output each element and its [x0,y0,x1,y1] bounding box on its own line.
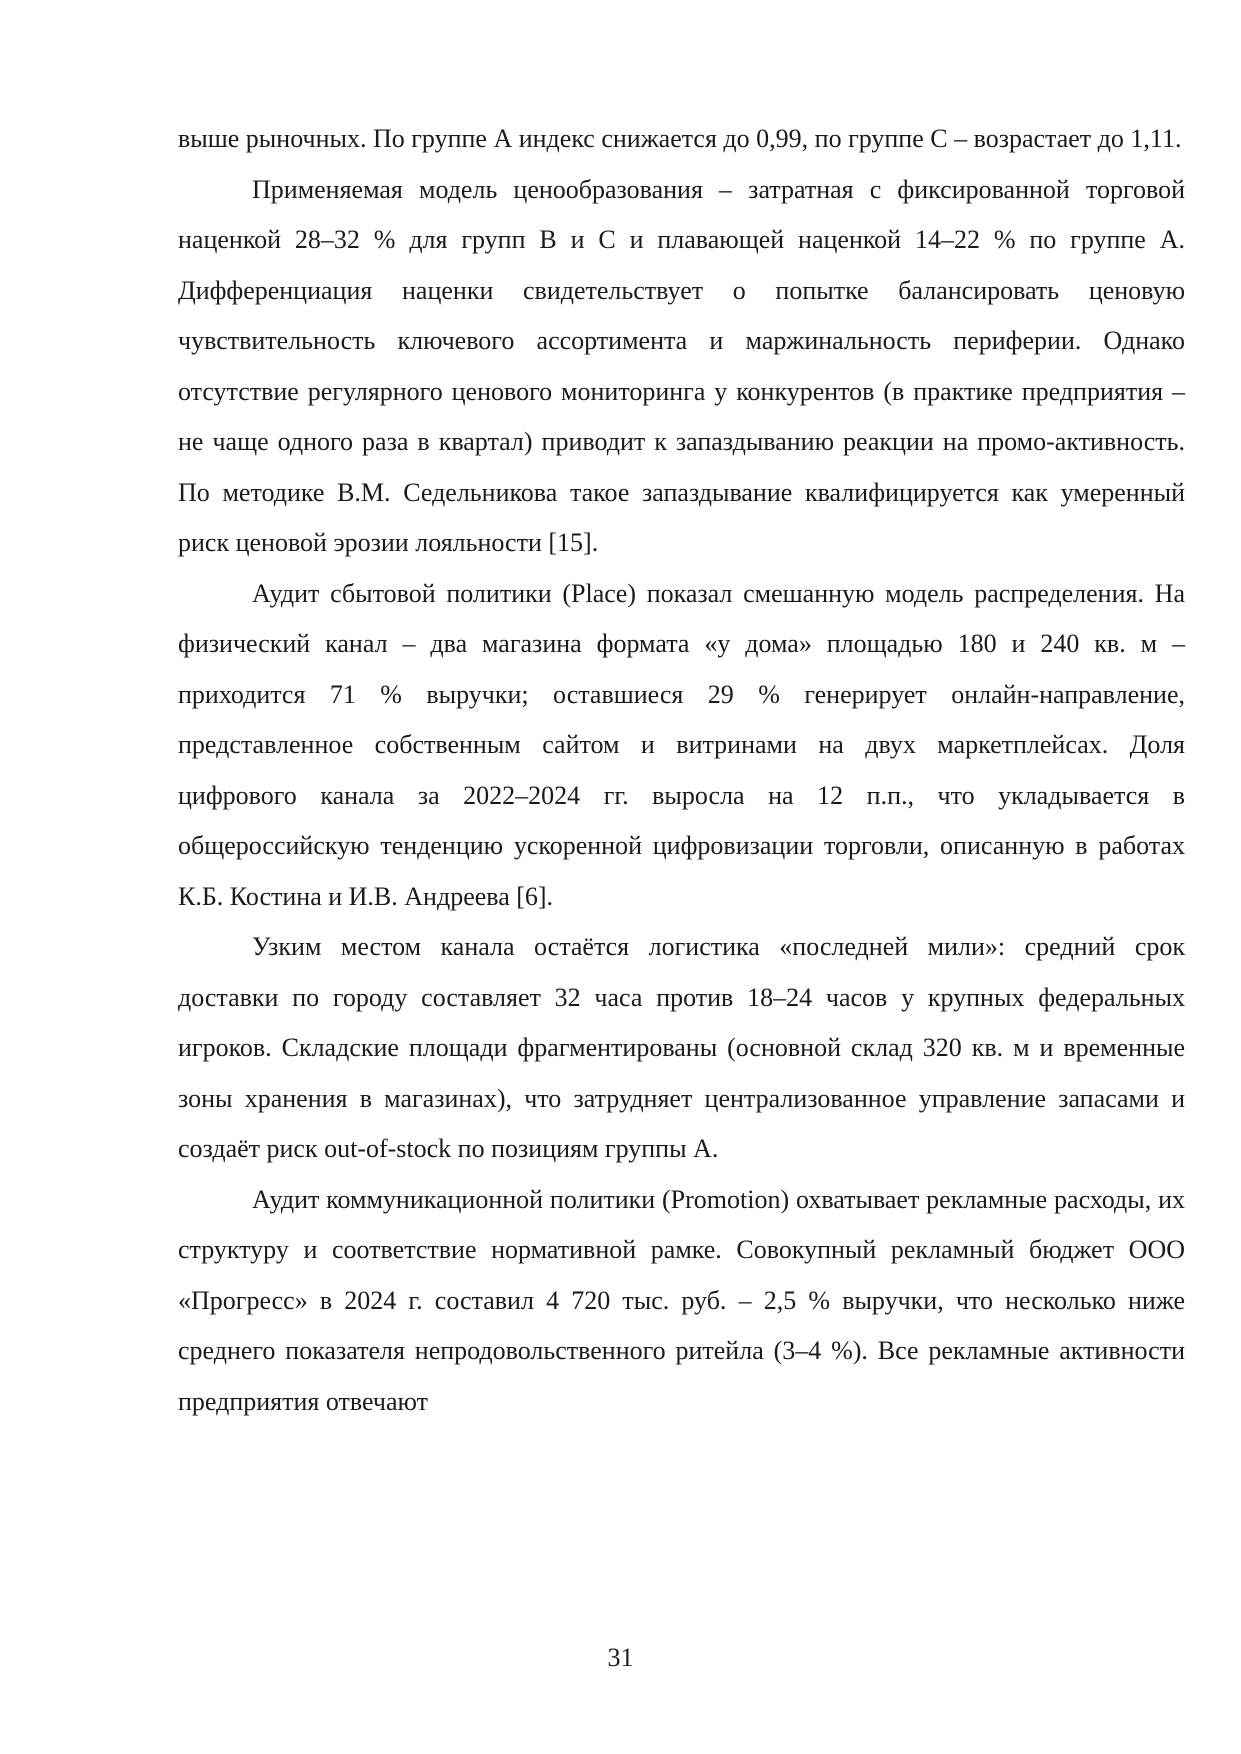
document-page [178,114,1185,1427]
paragraph-continuation: выше рыночных. По группе А индекс снижается до 0,99, по группе С – возрастает до 1,11. [178,124,1182,153]
paragraph-logistics: Узким местом канала остаётся логистика «последней мили»: средний срок доставки по городу составляет 32 часа против 18–24 часов у крупных федеральных игроков. Складские площади фрагментированы (основной склад 320 кв. м и временные зоны хранения в магазинах), что затрудняет централизованное управление запасами и создаёт риск out-of-stock по позициям группы А. [178,932,1185,1163]
page-number: 31 [607,1643,634,1672]
paragraph-promotion-audit: Аудит коммуникационной политики (Promotion) охватывает рекламные расходы, их структуру и соответствие нормативной рамке. Совокупный рекламный бюджет ООО «Прогресс» в 2024 г. составил 4 720 тыс. руб. – 2,5 % выручки, что несколько ниже среднего показателя непродовольственного ритейла (3–4 %). Все рекламные активности предприятия отвечают [178,1184,1185,1416]
paragraph-place-audit: Аудит сбытовой политики (Place) показал смешанную модель распределения. На физический канал – два магазина формата «у дома» площадью 180 и 240 кв. м – приходится 71 % выручки; оставшиеся 29 % генерирует онлайн-направление, представленное собственным сайтом и витринами на двух маркетплейсах. Доля цифрового канала за 2022–2024 гг. выросла на 12 п.п., что укладывается в общероссийскую тенденцию ускоренной цифровизации торговли, описанную в работах К.Б. Костина и И.В. Андреева [6]. [178,578,1185,911]
paragraph-pricing-model: Применяемая модель ценообразования – затратная с фиксированной торговой наценкой 28–32 % для групп В и С и плавающей наценкой 14–22 % по группе А. Дифференциация наценки свидетельствует о попытке балансировать ценовую чувствительность ключевого ассортимента и маржинальность периферии. Однако отсутствие регулярного ценового мониторинга у конкурентов (в практике предприятия – не чаще одного раза в квартал) приводит к запаздыванию реакции на промо-активность. По методике В.М. Седельникова такое запаздывание квалифицируется как умеренный риск ценовой эрозии лояльности [15]. [178,174,1185,557]
